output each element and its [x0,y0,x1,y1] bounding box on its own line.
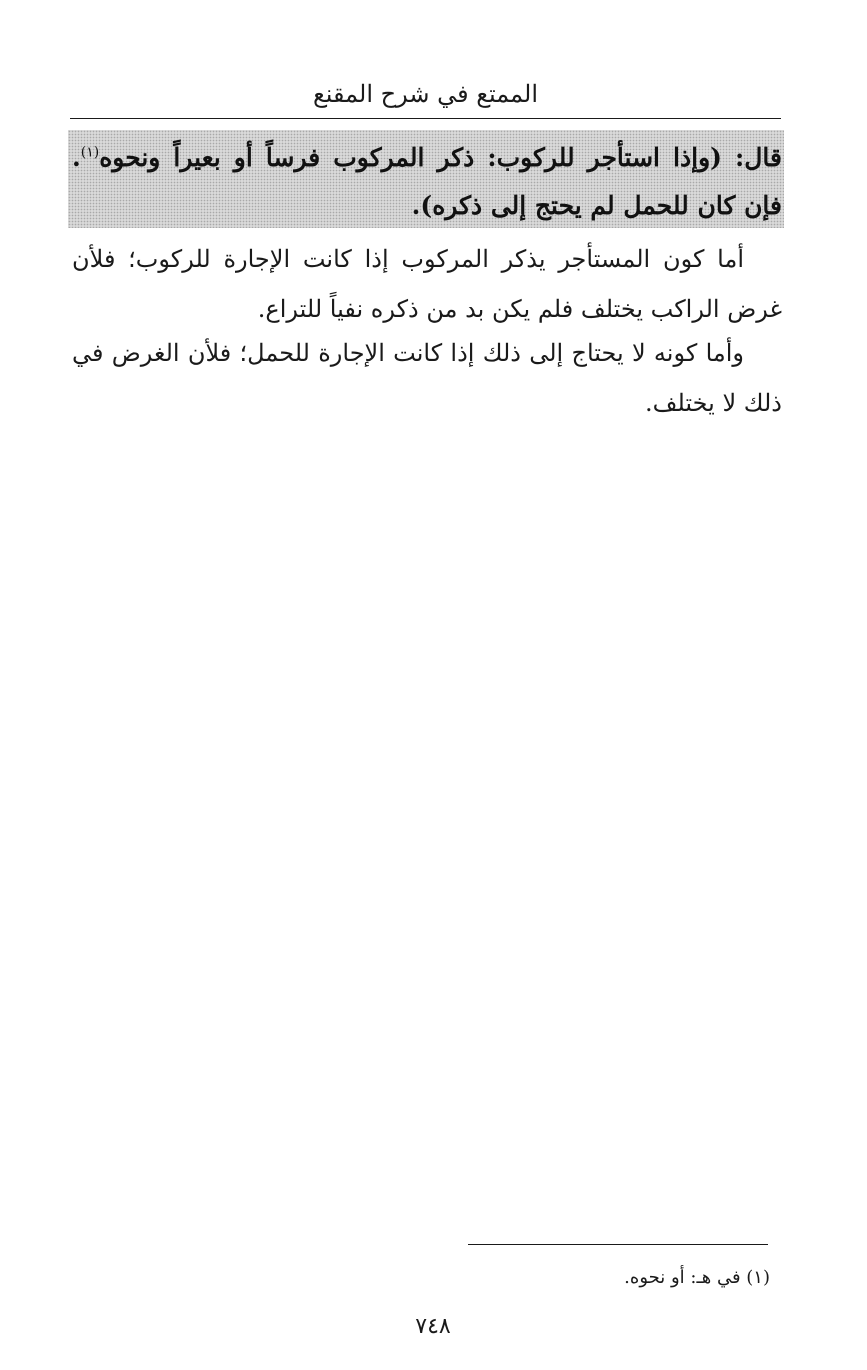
matn-text-end: . فإن كان للحمل لم يحتج إلى ذكره). [72,143,782,220]
page-number: ٧٤٨ [415,1314,451,1339]
header-divider [70,118,781,119]
commentary-paragraph: أما كون المستأجر يذكر المركوب إذا كانت الإجارة للركوب؛ فلأن غرض الراكب يختلف فلم يكن بد من ذكره نفياً للتراع. [72,245,782,323]
matn-text [72,134,782,230]
running-header-title: الممتع في شرح المقنع [313,80,538,108]
commentary-paragraph: وأما كونه لا يحتاج إلى ذلك إذا كانت الإجارة للحمل؛ فلأن الغرض في ذلك لا يختلف. [72,339,782,417]
footnote: (١) في هـ: أو نحوه. [624,1267,770,1288]
footnote-divider [468,1244,768,1245]
footnote-marker: (١) [80,144,100,161]
matn-text-start: قال: (وإذا استأجر للركوب: ذكر المركوب فرساً أو بعيراً ونحوه [99,143,782,172]
